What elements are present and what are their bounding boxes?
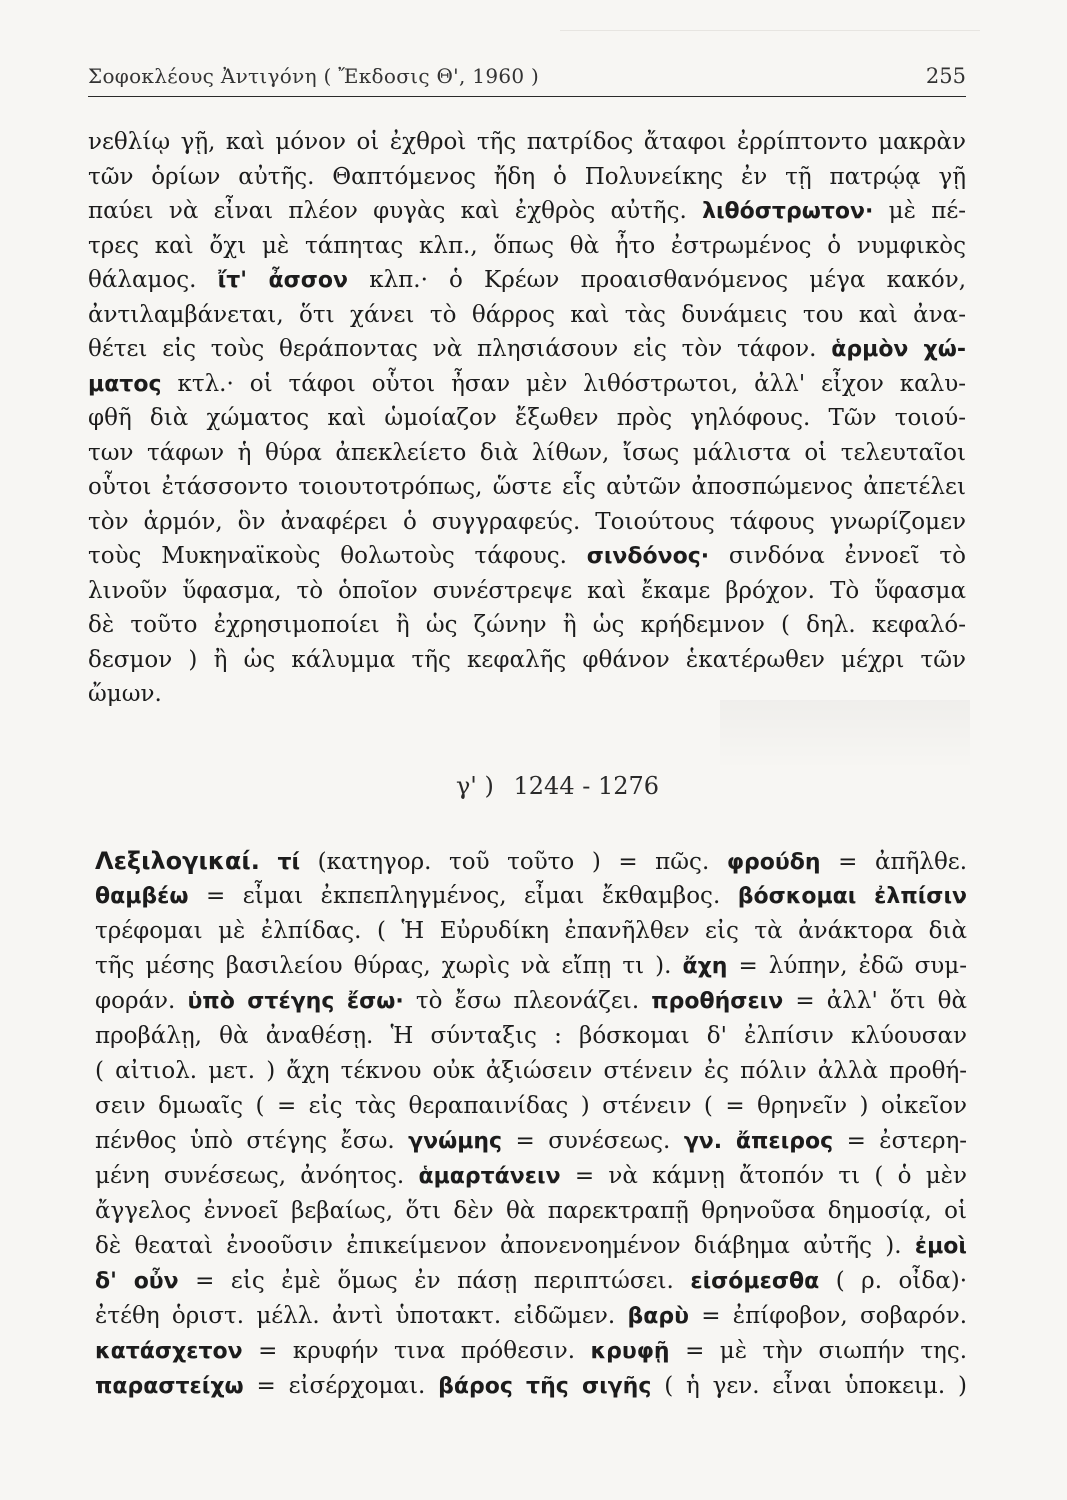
text-line: λινοῦν ὕφασμα, τὸ ὁποῖον συνέστρεψε καὶ ἔκαμε βρόχον. Τὸ ὕφασμα: [88, 577, 966, 604]
text-line: φθῆ διὰ χώματος καὶ ὡμοίαζον ἔξωθεν πρὸς γηλόφους. Τῶν τοιού-: [88, 405, 966, 431]
text-line: θάλαμος. ἴτ' ἆσσον κλπ.· ὁ Κρέων προαισθανόμενος μέγα κακόν,: [88, 267, 966, 293]
text-line: δ' οὖν = εἰς ἐμὲ ὅμως ἐν πάσῃ περιπτώσει. εἰσόμεσθα ( ρ. οἶδα)·: [95, 1268, 967, 1294]
page-number: 255: [925, 64, 966, 88]
lemma: κατάσχετον: [95, 1339, 243, 1364]
lemma: κρυφῇ: [590, 1339, 670, 1364]
lemma: δ' οὖν: [95, 1269, 179, 1294]
text-line: θέτει εἰς τοὺς θεράποντας νὰ πλησιάσουν εἰς τὸν τάφον. ἁρμὸν χώ-: [88, 336, 966, 362]
text-line: Λεξιλογικαί. τί (κατηγορ. τοῦ τοῦτο ) = πῶς. φρούδη = ἀπῆλθε.: [95, 847, 967, 875]
text-line: ἄγγελος ἐννοεῖ βεβαίως, ὅτι δὲν θὰ παρεκτραπῇ θρηνοῦσα δημοσίᾳ, οἱ: [95, 1198, 967, 1224]
lemma: τί: [277, 850, 301, 875]
text-line: ὤμων.: [88, 681, 162, 707]
text-line: πένθος ὑπὸ στέγης ἔσω. γνώμης = συνέσεως. γν. ἄπειρος = ἐστερη-: [95, 1128, 967, 1154]
lemma: προθήσειν: [651, 989, 784, 1014]
lemma: λιθόστρωτον·: [702, 199, 874, 224]
text-line: τρες καὶ ὄχι μὲ τάπητας κλπ., ὅπως θὰ ἦτο ἐστρωμένος ὁ νυμφικὸς: [88, 232, 966, 259]
text-line: ( αἰτιολ. μετ. ) ἄχη τέκνου οὐκ ἀξιώσειν στένειν ἐς πόλιν ἀλλὰ προθή-: [95, 1058, 967, 1084]
text-line: ματος κτλ.· οἱ τάφοι οὗτοι ἦσαν μὲν λιθόστρωτοι, ἀλλ' εἶχον καλυ-: [88, 370, 966, 397]
text-line: τοὺς Μυκηναϊκοὺς θολωτοὺς τάφους. σινδόνος· σινδόνα ἐννοεῖ τὸ: [88, 543, 966, 569]
lemma: ματος: [88, 371, 162, 397]
text-line: τῶν ὁρίων αὐτῆς. Θαπτόμενος ἤδη ὁ Πολυνείκης ἐν τῇ πατρῴᾳ γῇ: [88, 163, 966, 190]
commentary-paragraph-1: [88, 125, 966, 712]
text-line: προβάλῃ, θὰ ἀναθέσῃ. Ἡ σύνταξις : βόσκομαι δ' ἐλπίσιν κλύουσαν: [95, 1023, 967, 1049]
text-line: δὲ τοῦτο ἐχρησιμοποίει ἢ ὡς ζώνην ἢ ὡς κρήδεμνον ( δηλ. κεφαλό-: [88, 612, 966, 638]
text-line: δὲ θεαταὶ ἐνοοῦσιν ἐπικείμενον ἀπονενοημένον διάβημα αὐτῆς ). ἐμοὶ: [95, 1233, 967, 1259]
text-line: φοράν. ὑπὸ στέγης ἔσω· τὸ ἔσω πλεονάζει. προθήσειν = ἀλλ' ὅτι θὰ: [95, 988, 967, 1014]
lemma: ἁρμὸν χώ-: [831, 337, 966, 362]
section-title: Λεξιλογικαί.: [95, 847, 260, 875]
section-heading: [0, 772, 1067, 800]
lemma: βάρος τῆς σιγῆς: [438, 1374, 652, 1399]
text-line: νεθλίῳ γῇ, καὶ μόνον οἱ ἐχθροὶ τῆς πατρίδος ἄταφοι ἐρρίπτοντο μακρὰν: [88, 129, 966, 155]
text-line: ἐτέθη ὁριστ. μέλλ. ἀντὶ ὑποτακτ. εἰδῶμεν. βαρὺ = ἐπίφοβον, σοβαρόν.: [95, 1303, 967, 1329]
text-line: σειν δμωαῖς ( = εἰς τὰς θεραπαινίδας ) στένειν ( = θρηνεῖν ) οἰκεῖον: [95, 1093, 967, 1119]
text-line: τῆς μέσης βασιλείου θύρας, χωρὶς νὰ εἴπῃ τι ). ἄχη = λύπην, ἐδῶ συμ-: [95, 953, 967, 979]
text-line: μένη συνέσεως, ἀνόητος. ἁμαρτάνειν = νὰ κάμνῃ ἄτοπόν τι ( ὁ μὲν: [95, 1163, 967, 1189]
lemma: ἄχη: [682, 954, 728, 979]
text-line: παραστείχω = εἰσέρχομαι. βάρος τῆς σιγῆς ( ἡ γεν. εἶναι ὑποκειμ. ): [95, 1373, 967, 1399]
bleed-through-mark: [560, 30, 980, 41]
text-line: θαμβέω = εἶμαι ἐκπεπληγμένος, εἶμαι ἔκθαμβος. βόσκομαι ἐλπίσιν: [95, 883, 967, 909]
text-line: των τάφων ἡ θύρα ἀπεκλείετο διὰ λίθων, ἴσως μάλιστα οἱ τελευταῖοι: [88, 439, 966, 466]
lemma: βαρὺ: [627, 1304, 689, 1329]
text-line: δεσμον ) ἢ ὡς κάλυμμα τῆς κεφαλῆς φθάνον ἑκατέρωθεν μέχρι τῶν: [88, 646, 966, 673]
lemma: γν. ἄπειρος: [683, 1129, 834, 1154]
section-label: γ' ): [455, 772, 494, 800]
lemma: θαμβέω: [95, 884, 189, 909]
text-line: κατάσχετον = κρυφήν τινα πρόθεσιν. κρυφῇ = μὲ τὴν σιωπήν της.: [95, 1338, 967, 1364]
section-verse-range: 1244 - 1276: [513, 772, 660, 800]
text-line: τρέφομαι μὲ ἐλπίδας. ( Ἡ Εὐρυδίκη ἐπανῆλθεν εἰς τὰ ἀνάκτορα διὰ: [95, 918, 967, 944]
lemma: σινδόνος·: [586, 544, 710, 569]
commentary-paragraph-2: [95, 844, 967, 1404]
lemma: εἰσόμεσθα: [690, 1269, 820, 1294]
lemma: βόσκομαι ἐλπίσιν: [737, 884, 967, 909]
lemma: ὑπὸ στέγης ἔσω·: [187, 989, 404, 1014]
text-line: ἀντιλαμβάνεται, ὅτι χάνει τὸ θάρρος καὶ τὰς δυνάμεις του καὶ ἀνα-: [88, 301, 966, 328]
lemma: παραστείχω: [95, 1374, 244, 1399]
text-line: τὸν ἁρμόν, ὃν ἀναφέρει ὁ συγγραφεύς. Τοιούτους τάφους γνωρίζομεν: [88, 508, 966, 535]
running-title: Σοφοκλέους Ἀντιγόνη ( Ἔκδοσις Θ', 1960 ): [88, 64, 540, 88]
text-line: οὗτοι ἐτάσσοντο τοιουτοτρόπως, ὥστε εἷς αὐτῶν ἀποσπώμενος ἀπετέλει: [88, 474, 966, 500]
running-head: [88, 62, 966, 97]
lemma: ἴτ' ἆσσον: [217, 268, 349, 293]
lemma: φρούδη: [726, 850, 821, 875]
lemma: ἐμοὶ: [914, 1234, 967, 1259]
lemma: ἁμαρτάνειν: [418, 1164, 561, 1189]
text-line: παύει νὰ εἶναι πλέον φυγὰς καὶ ἐχθρὸς αὐτῆς. λιθόστρωτον· μὲ πέ-: [88, 198, 966, 224]
lemma: γνώμης: [408, 1129, 503, 1154]
